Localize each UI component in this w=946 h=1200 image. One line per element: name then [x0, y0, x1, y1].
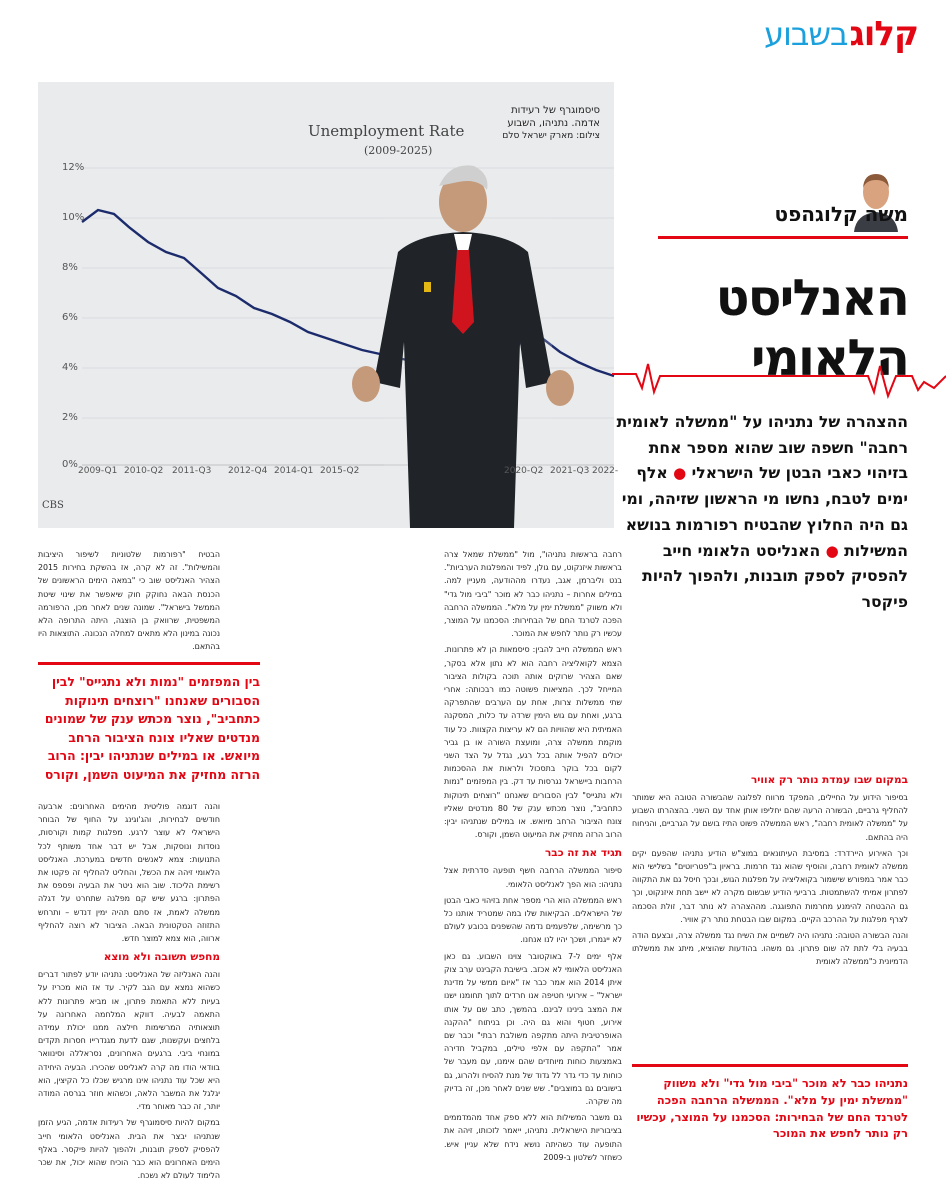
headline-line-2: הלאומי	[750, 329, 908, 387]
article-paragraph: גם משבר המשילות הוא ללא ספק אחד מהמדממים בציבוריות הישראלית. נתניהו, ייאמר לזכותו, זיהה את התופעה עוד כשהיתה נושא נידח שלא עניין איש. כשחזר לשלטון ב-2009	[444, 1113, 622, 1162]
lead-part-3: האנליסט הלאומי חייב להפסיק לספק תובנות, ולהפוך להיות פיקסר	[642, 541, 908, 611]
x-tick-label: 2010-Q2	[124, 466, 164, 476]
article-paragraph: רחבה בראשות נתניהו", מול "ממשלת שמאל צרה בראשות איזנקוט, עם גולן, לפיד והמפלגות הערביות". בנט וליברמן, אגב, נעדרו מההודעה, מעניין למה. במילים אחרות – נתניהו כבר לא מוכר "ביבי מול גדי" ולא משווק "ממשלת ימין על מלא". הממשלה הרחבה הפכה לטרנד החם של הבחירות: הסכמנו על המוצר, עכשיו רק נותר לחפש את המוכר.	[444, 550, 622, 639]
article-paragraph: סיפור הממשלה הרחבה חשף תופעה סדרתית אצל נתניהו: הוא הפך לאנליסט הלאומי.	[444, 866, 622, 889]
masthead-brand-a: קלוג	[849, 14, 918, 54]
y-tick-label: 4%	[62, 362, 78, 373]
article-paragraph: במקום להיות סיסמוגרף של רעידות אדמה, הגיע הזמן שנתניהו יבצר את הבית. האנליסט הלאומי חייב להפסיק לספק תובנות, ולהפוך להיות פיקסר. באלף הימים האחרונים הוא כבר הוכיח שהוא יכול, את שכר הלימוד לעולם לא נשכח.	[38, 1118, 220, 1181]
side-pull-quote: נתניהו כבר לא מוכר "ביבי מול גדי" ולא משווק "ממשלת ימין על מלא". הממשלה הרחבה הפכה לטרנד החם של הבחירות: הסכמנו על המוצר, עכשיו רק נותר לחפש את המוכר	[632, 1064, 908, 1142]
article-paragraph: ראש הממשלה הוא הרי מספר אחת בזיהוי כאבי הבטן של הישראלים. הבקיאות שלו במה שמטריד אותנו כל כך מרשימה, שלפעמים נדמה שהשפנים בכובע לעולם לא ייגמרו, ושכך יהיו לנו אנחנו.	[444, 895, 622, 945]
photo-credit-line-3: צילום: מארק ישראל סלם	[502, 131, 600, 141]
article-paragraph: והנה האנליזה של האנליסט: נתניהו יודע לפתור דברים כשהוא נמצא עם הגב לקיר. עד אז הוא מכריז על בעיות ללא התאמת פתרון, או מביא פתרונות ללא התאמה לבעיה. דווקא המלחמה האחרונה על תוצאותיה המרשימות חילצה ממנו יכולת עמידה בלחצים ועקשנות, שגם לדעת מגנדרייו חסרות תקדים במונחי ביבי. ברגעים האחרונים, נסראללה וסינוואר בוודאי הודו מה קרה לאנליסט שהכירו. הבעיה היחידה היא שכל עוד נתניהו אינו מרגיש שכלו כל הקיצין, הוא יגלגל את המשבר הלאה, וכשהוא חוזר בגרסה המודה יותר, זה כבר מאוחר מדי.	[38, 970, 220, 1112]
x-tick-label: 2014-Q1	[274, 466, 314, 476]
headline-line-1: האנליסט	[715, 269, 908, 327]
bullet-icon: ●	[673, 464, 687, 483]
lead-part-2: אלף ימים לטבח, נחשו מי הראשון שזיהה, ומי גם היה החלוץ שהבטיח רפורמות בנושא המשילות	[621, 464, 908, 560]
masthead	[764, 14, 918, 58]
x-tick-label: 2021-Q3	[550, 466, 590, 476]
section-subhead: תגיד את זה כבר	[544, 847, 622, 860]
author-name: משה קלוגהפט	[774, 202, 908, 226]
y-tick-label: 2%	[62, 412, 78, 423]
article-paragraph: ראש הממשלה חייב להבין: סיסמאות הן לא פתרונות. הצמא לקואליציה רחבה הוא לא נתון אלא בסקר, שאם הצהיר שרוקים אותה תוכה בקולות הציבור המייחל לכך. המציאות פשוטה כמו רבכותה: אחרי שתי ממשלות צרות, אחת עם הערבים שהתפרקה ברגע, ואחת עם גוש הימין שרדה עד כלות, המסקנה האמיתית היא שהוויות הם לא עריצות הקצוות. כל עוד מוקמת ממשלה צרה, ומועצת השורה או בן גביר יכולים להפיל אותה בכל רגע, נגדל על הצד השני לקום בכל בוקר בתסכול ולראות את ההסכמות הרחבות ביישראל נגרסות עד דק. בין המפזמים "נמות ולא נתגייס" לבין הסבורים שאנחנו "רוצחים תינוקות כתחביב", נוצר מכתש ענק של 80 מנדטים שאליו צונח הציבור הרחב מיואש. או במילים שנתניהו יבין: הרוב הרזה מחזיק את המיעוט השמן, וקורס.	[444, 645, 622, 840]
y-tick-label: 8%	[62, 262, 78, 273]
y-tick-label: 6%	[62, 312, 78, 323]
article-paragraph: אלף ימים ל-7 באוקטובר צוינו השבוע. גם כאן האנליסט הלאומי לא אכזב. בישיבת הקבינט ערב צוק איתן 2014 הוא אמר כבר אז "איום ממשי על מדינת ישראל" – אירועי חטיפה אנו חרדים לתוך תחומנו ישנו את המצב בינינו לבינם. בהמשך, כתב שם על אותו אירוע, חטוף והוא גם היה. וכן בניתוח "ההקנה האופרטיבית היתה מתקפה משולבת רבתי" וכבר שם אמר "התקפה עם אלפי טילים, במקביל חדירה באמצעות כוחות מיוחדים שהם אימנו, עם מעבר של כוחות עד כדי גדר לל גדוד של מנת להסיח ולהרוג, גם בישובים גם במוצבים". שש שנים לאחר מכן, זה בדיוק מה שקרה.	[444, 951, 623, 1106]
section-subhead: מחפש תשובה ולא מוצא	[103, 951, 220, 964]
chart-source: CBS	[42, 500, 64, 511]
photo-credit-line-2: אדמה. נתניהו, השבוע	[507, 118, 600, 129]
article-paragraph: הבטיח "רפורמות שלטוניות לשיפור היציבות והמשילות". זה לא קרה, אז בהשקת בחירות 2015 הצהיר האנליסט שוב כי "במאה הימים הראשונים של הכנסת הבאה נחוקק חוק שיאפשר את שינוי שיטת הממשל בישראל". שמונה שנים לאחר מכן, הרפורמה המשפטית, שרוואק בן הוצגה, היתה התרופה הלא נכונה במינון הלא מתאים למחלה הנכונה. התוצאות היו בהתאם.	[38, 550, 220, 652]
y-tick-label: 10%	[62, 212, 85, 223]
chart-title: Unemployment Rate	[308, 122, 465, 140]
photo-illustration	[38, 82, 614, 528]
chart-subtitle: (2009-2025)	[364, 144, 433, 157]
article-paragraph: בסיפור הידוע על החיילים, המפקד מרווח לפלוגה שהבשורה הטובה היא שמותר להחליף גרביים, הבשורה הרעה שהם יחליפו אותן אחד עם השני. בהצהרתו השבוע על "ממשלה לאומית רחבה", ראש הממשלה פשוט התיז בושם על הגרביים, והניחוח היה בהתאם.	[632, 793, 908, 842]
author-divider	[658, 236, 908, 239]
x-tick-label: 2012-Q4	[228, 466, 268, 476]
article-column-1	[632, 768, 908, 972]
masthead-brand-b: בשבוע	[764, 15, 848, 53]
article-column-2	[444, 548, 622, 1167]
photo-credit	[450, 104, 600, 143]
article-paragraph: והנה דוגמה פוליטית מהימים האחרונים: ארבעה חודשים לבחירות, והג'וגינג על החוף של הבוחר הישראלי לא עוצר לרגע. מפלגות קמות וקורסות, נוסדות ונוסקות, אבל יש דבר אחד משותף לכל התנועות: צמא לאנשים חדשים במערכת. האנליסט הלאומי זיהה את הכשל, והחליט להחליף זה פקטו את רשימת הליכוד. שוב הוא ניטר את הבעיה ופספס את הפתרון: ברגע שיש קם מפלגה שתחרט על דגלה ממשלה לאמת, אז סתם תהיה ימין דנדש – ותרחש התזוזה הטקטונית הבאה. הציבור לא רוצה להחליף ארווה, הוא צמא למוצר חדש.	[38, 802, 220, 944]
article-column-3-continued	[38, 800, 220, 1185]
lead-part-1: ההצהרה של נתניהו על "ממשלה לאומית רחבה" חשפה שוב שהוא מספר אחת בזיהוי כאבי הבטן של הישראלי	[616, 413, 908, 483]
photo-credit-line-1: סיסמוגרף של רעידות	[511, 105, 600, 116]
x-tick-label: 2022-	[592, 466, 619, 476]
y-tick-label: 0%	[62, 459, 78, 470]
article-paragraph: וכך האירוע היירדרד: במסיבת העיתונאים במוצ"ש הודיע נתניהו שהפעם יקים ממשלה לאומית רחבה, והוסיף שהוא נגד חרמות. בראיון ב"פטריוטים" בשלישי הוא כבר אמר במפורש שישמור בקואליציה על מפלגות הגוש, ובכך חיסל גם את התקווה לפתרון אמיתי להשתמטות. ברביעי הודיע שבשום מקרה לא יישב תחת איזנקוט, וכך גם ההבטחה להימנע מחרמות התפוגגה. מההצהרה לא נותר דבר, זולת הסכמה לצרף מפלגות על ההרכב הקיים. במקום שבו הבטחת נותר רק אוויר.	[632, 848, 908, 924]
article-column-center	[244, 548, 422, 1188]
bullet-icon: ●	[825, 541, 839, 560]
x-tick-label: 2015-Q2	[320, 466, 360, 476]
x-tick-label: 2011-Q3	[172, 466, 212, 476]
y-tick-label: 12%	[62, 162, 85, 173]
lead-paragraph	[612, 410, 908, 616]
main-pull-quote: בין המפזמים "נמות ולא נתגייס" לבין הסבורים שאנחנו "רוצחים תינוקות כתחביב", נוצר מכתש ענק של שמונים מנדטים שאליו צונח הציבור הרחב מיואש. או במילים שנתניהו יבין: הרוב הרזה מחזיק את המיעוט השמן, וקורס	[38, 662, 260, 784]
main-photo	[38, 82, 619, 528]
x-tick-label: 2009-Q1	[78, 466, 118, 476]
x-tick-label: 2020-Q2	[504, 466, 544, 476]
article-column-3	[38, 548, 220, 657]
section-subhead: במקום שבו עמדת נותר רק אוויר	[750, 774, 908, 786]
article-paragraph: והנה הבשורה הטובה: נתניהו היה לשמיים את השיח נגד ממשלה צרה, ובצעם הודה בבעיה בלי לתת לה שום פתרון. גם משהו. בהודעות שהוציא, מיתג את ממשלתו הדמיונית כ"ממשלה לאומית	[632, 931, 908, 967]
